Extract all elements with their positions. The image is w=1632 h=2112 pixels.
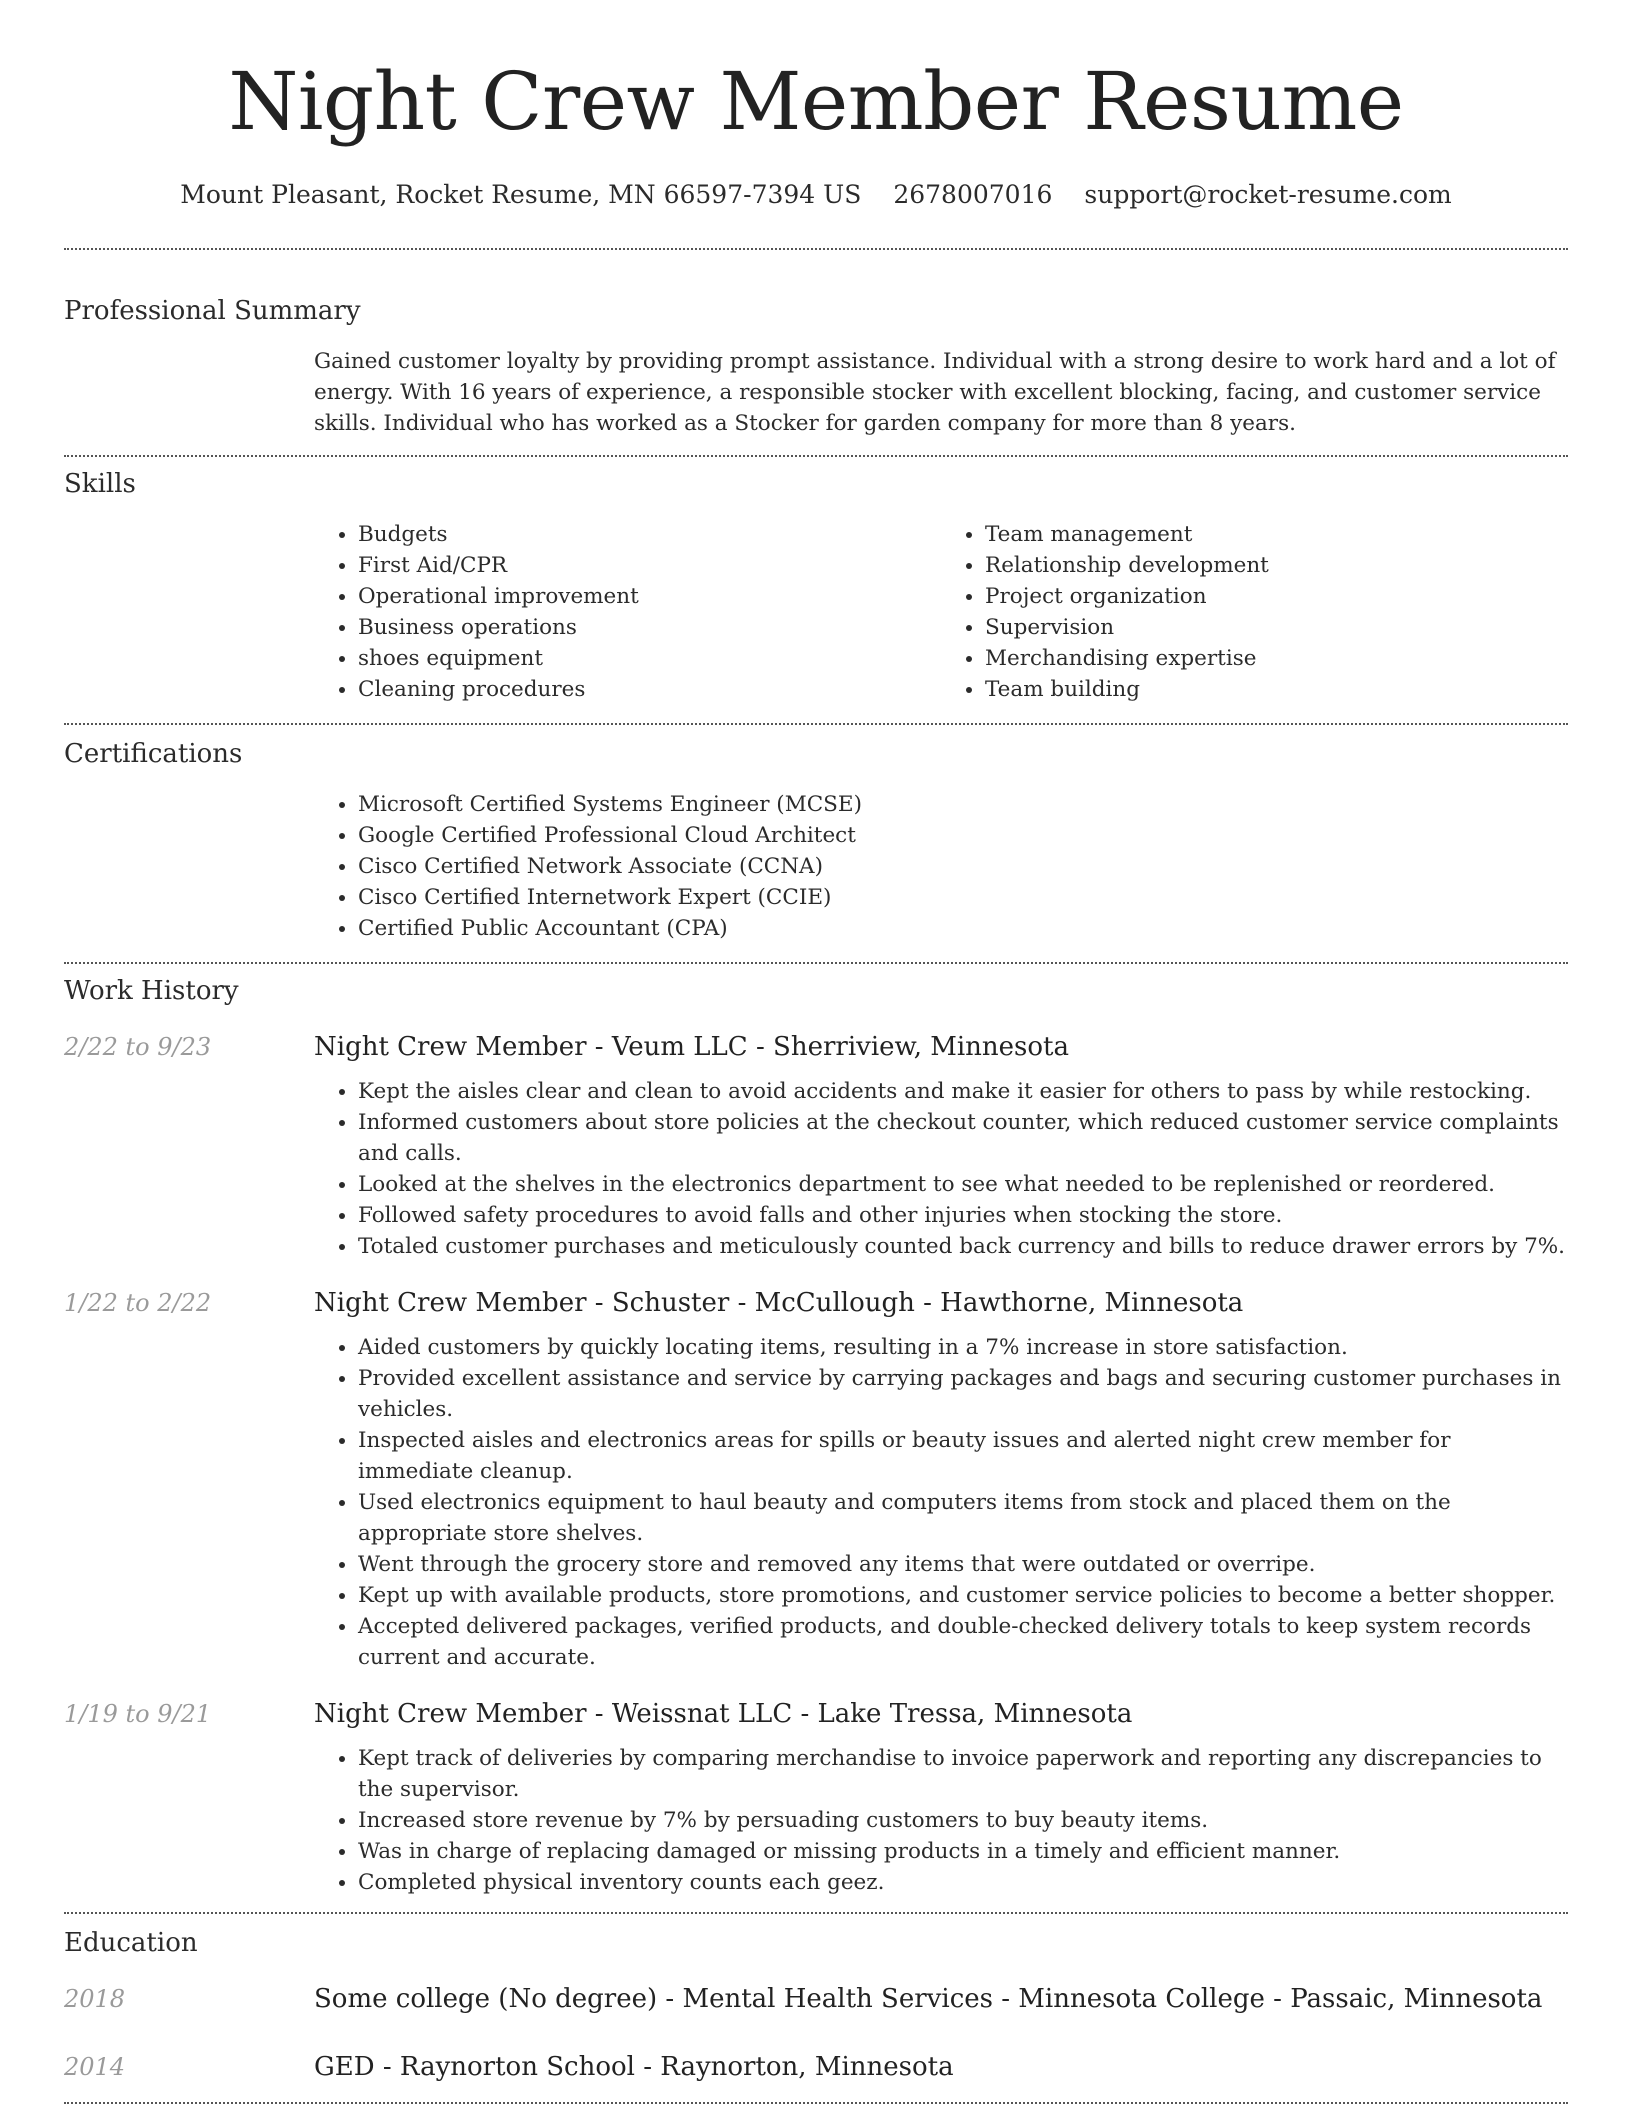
education-year: 2014 [64, 2053, 126, 2081]
list-item: • Totaled customer purchases and meticulously counted back currency and bills to reduce drawer errors by 7%. [358, 1231, 1568, 1262]
section-title-summary: Professional Summary [64, 296, 361, 326]
job-entry [64, 1030, 1568, 1262]
section-title-skills: Skills [64, 469, 136, 499]
list-item: • Supervision [985, 612, 1568, 643]
list-item: • Went through the grocery store and removed any items that were outdated or overripe. [358, 1549, 1568, 1580]
skills-list-left [314, 519, 941, 705]
list-item: • Used electronics equipment to haul beauty and computers items from stock and placed them on the appropriate store shelves. [358, 1487, 1568, 1549]
job-date: 1/19 to 9/21 [64, 1700, 212, 1728]
list-item: • Team management [985, 519, 1568, 550]
job-date: 2/22 to 9/23 [64, 1033, 212, 1061]
list-item: • Kept up with available products, store promotions, and customer service policies to become a better shopper. [358, 1580, 1568, 1611]
education-degree: GED - Raynorton School - Raynorton, Minnesota [314, 2052, 954, 2082]
contact-email: support@rocket-resume.com [1084, 180, 1452, 209]
job-entry [64, 1697, 1568, 1912]
list-item: • Accepted delivered packages, verified products, and double-checked delivery totals to keep system records current and accurate. [358, 1611, 1568, 1673]
list-item: • Looked at the shelves in the electronics department to see what needed to be replenished or reordered. [358, 1169, 1568, 1200]
section-title-education: Education [64, 1928, 198, 1958]
resume-title: Night Crew Member Resume [228, 55, 1404, 148]
list-item: • Merchandising expertise [985, 643, 1568, 674]
list-item: • Aided customers by quickly locating items, resulting in a 7% increase in store satisfaction. [358, 1332, 1568, 1363]
list-item: • Provided excellent assistance and service by carrying packages and bags and securing customer purchases in vehicles. [358, 1363, 1568, 1425]
list-item: • Informed customers about store policies at the checkout counter, which reduced customer service complaints and calls. [358, 1107, 1568, 1169]
job-heading: Night Crew Member - Schuster - McCullough - Hawthorne, Minnesota [314, 1288, 1244, 1318]
list-item: • Cisco Certified Internetwork Expert (CCIE) [358, 882, 1568, 913]
education-degree: Some college (No degree) - Mental Health Services - Minnesota College - Passaic, Minnesota [314, 1984, 1543, 2014]
list-item: • Certified Public Accountant (CPA) [358, 913, 1568, 944]
list-item: • Business operations [358, 612, 941, 643]
contact-line [64, 178, 1568, 212]
list-item: • Kept track of deliveries by comparing merchandise to invoice paperwork and reporting any discrepancies to the supervisor. [358, 1743, 1568, 1805]
job-entry [64, 1286, 1568, 1673]
section-divider [64, 2102, 1568, 2104]
list-item: • Was in charge of replacing damaged or missing products in a timely and efficient manner. [358, 1836, 1568, 1867]
contact-address: Mount Pleasant, Rocket Resume, MN 66597-7394 US [180, 180, 862, 209]
list-item: • Increased store revenue by 7% by persuading customers to buy beauty items. [358, 1805, 1568, 1836]
list-item: • Team building [985, 674, 1568, 705]
section-title-certifications: Certifications [64, 739, 243, 769]
certifications-list [314, 789, 1568, 944]
skills-list-right [941, 519, 1568, 705]
list-item: • Google Certified Professional Cloud Architect [358, 820, 1568, 851]
skills-section [64, 457, 1568, 723]
list-item: • Followed safety procedures to avoid falls and other injuries when stocking the store. [358, 1200, 1568, 1231]
list-item: • Project organization [985, 581, 1568, 612]
education-year: 2018 [64, 1985, 126, 2013]
education-entry [64, 1982, 1568, 2016]
job-bullets [314, 1076, 1568, 1262]
summary-text: Gained customer loyalty by providing prompt assistance. Individual with a strong desire to work hard and a lot of energy. With 16 years of experience, a responsible stocker with excellent blocking, facing, and customer service skills. Individual who has worked as a Stocker for garden company for more than 8 years. [314, 349, 1556, 436]
job-date: 1/22 to 2/22 [64, 1289, 212, 1317]
list-item: • Inspected aisles and electronics areas for spills or beauty issues and alerted night crew member for immediate cleanup. [358, 1425, 1568, 1487]
contact-phone: 2678007016 [893, 180, 1053, 209]
list-item: • Cisco Certified Network Associate (CCNA) [358, 851, 1568, 882]
list-item: • shoes equipment [358, 643, 941, 674]
education-entry [64, 2050, 1568, 2102]
job-bullets [314, 1743, 1568, 1898]
job-heading: Night Crew Member - Weissnat LLC - Lake Tressa, Minnesota [314, 1699, 1133, 1729]
list-item: • Operational improvement [358, 581, 941, 612]
list-item: • Microsoft Certified Systems Engineer (MCSE) [358, 789, 1568, 820]
education-section [64, 1914, 1568, 2102]
list-item: • Budgets [358, 519, 941, 550]
list-item: • Kept the aisles clear and clean to avoid accidents and make it easier for others to pass by while restocking. [358, 1076, 1568, 1107]
work-history-section [64, 964, 1568, 1912]
list-item: • Completed physical inventory counts each geez. [358, 1867, 1568, 1898]
summary-section [64, 250, 1568, 455]
certifications-section [64, 725, 1568, 962]
list-item: • Relationship development [985, 550, 1568, 581]
job-heading: Night Crew Member - Veum LLC - Sherriview, Minnesota [314, 1032, 1069, 1062]
section-title-work-history: Work History [64, 976, 239, 1006]
job-bullets [314, 1332, 1568, 1673]
list-item: • Cleaning procedures [358, 674, 941, 705]
list-item: • First Aid/CPR [358, 550, 941, 581]
